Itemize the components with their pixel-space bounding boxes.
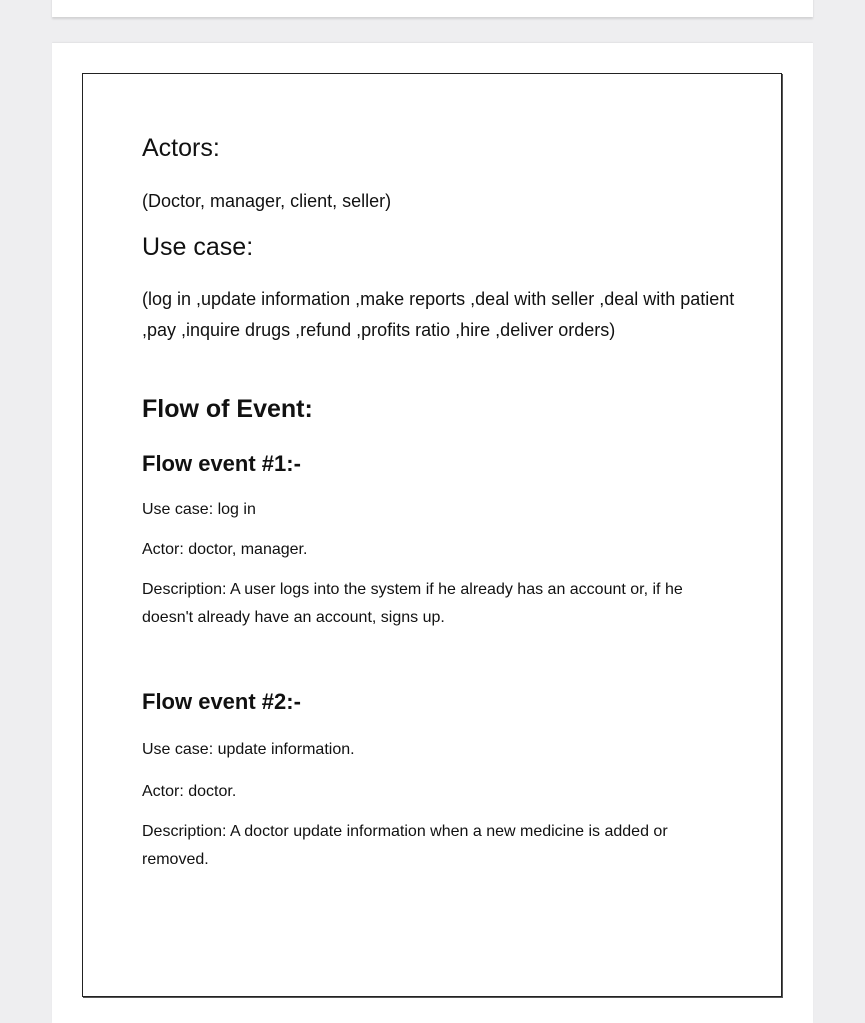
use-case-heading: Use case: <box>142 233 254 261</box>
flow-event-title: Flow event #1:- <box>142 451 301 476</box>
flow-event-use-case: Use case: log in <box>142 501 256 518</box>
actors-list: (Doctor, manager, client, seller) <box>142 191 392 211</box>
flow-event-description: Description: A user logs into the system if he already has an account or, if he doesn't already have an account, signs up. <box>142 581 683 626</box>
use-case-list: (log in ,update information ,make reports ,deal with seller ,deal with patient ,pay ,inquire drugs ,refund ,profits ratio ,hire ,deliver orders) <box>142 289 735 340</box>
flow-event-use-case: Use case: update information. <box>142 741 355 758</box>
document-page <box>52 43 813 1023</box>
actors-heading: Actors: <box>142 134 220 162</box>
page-border-frame <box>82 73 782 997</box>
flow-event-actor: Actor: doctor, manager. <box>142 541 308 558</box>
flow-event-title: Flow event #2:- <box>142 689 301 714</box>
previous-page <box>52 0 813 17</box>
flow-event-description: Description: A doctor update information when a new medicine is added or removed. <box>142 823 668 868</box>
flow-of-event-heading: Flow of Event: <box>142 395 313 423</box>
flow-event-actor: Actor: doctor. <box>142 783 237 800</box>
